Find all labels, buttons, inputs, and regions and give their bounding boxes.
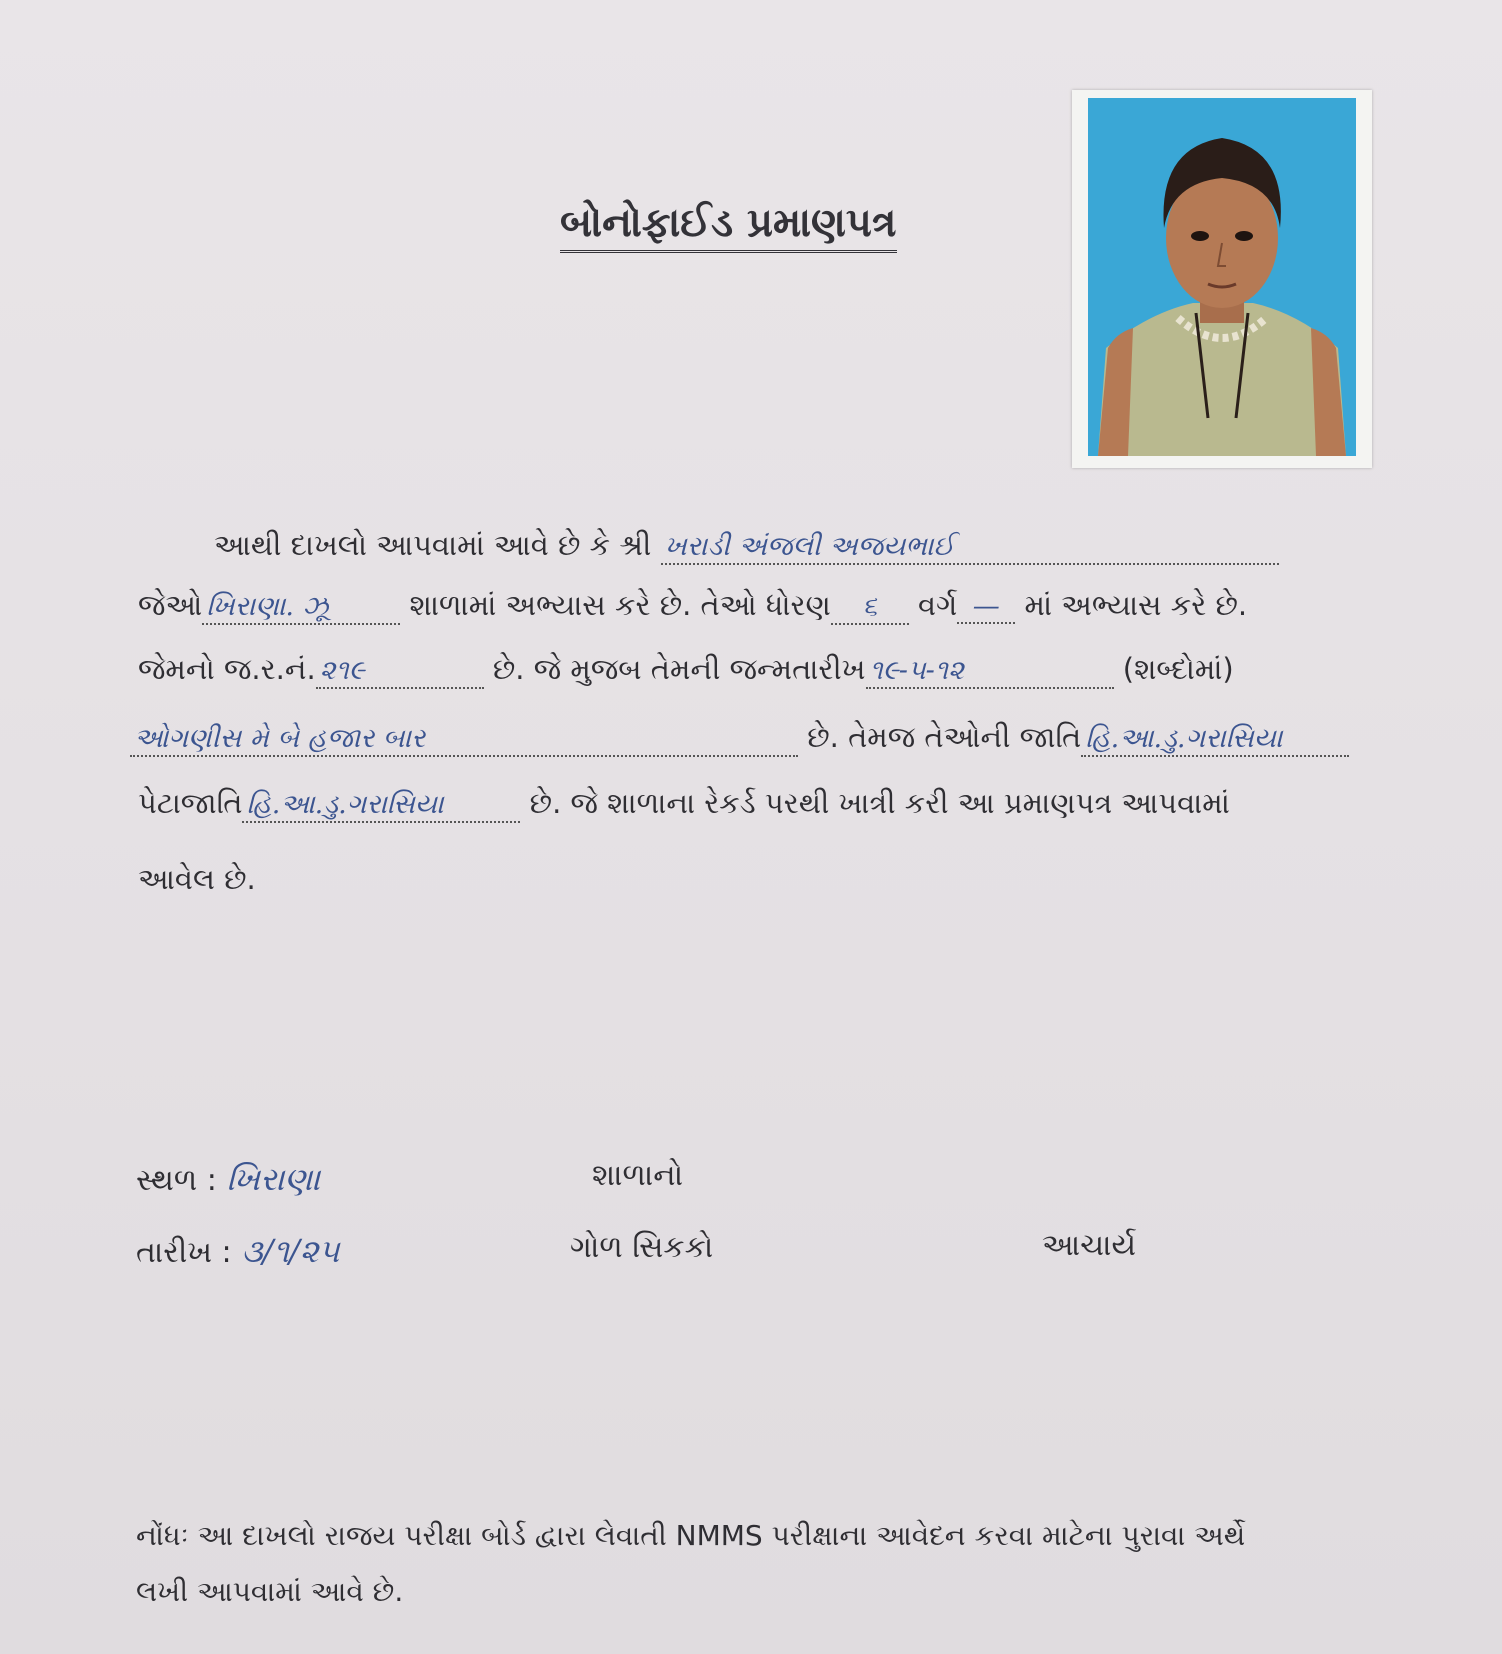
date-field [136, 1232, 340, 1271]
principal-label: આચાર્ય [1042, 1228, 1137, 1263]
line3-suffix: (શબ્દોમાં) [1122, 652, 1234, 686]
place-field [136, 1160, 320, 1199]
school-name: ખિરાણા. ઝૂ [202, 591, 400, 625]
line2-mid2: વર્ગ [918, 588, 958, 622]
register-number: ૨૧૯ [316, 655, 484, 689]
certificate-line-5 [138, 786, 1428, 823]
certificate-title: બોનોફાઈડ પ્રમાણપત્ર [560, 200, 897, 253]
line5-prefix: પેટાજાતિ [138, 786, 243, 820]
line2-mid: શાળામાં અભ્યાસ કરે છે. તેઓ ધોરણ [409, 588, 831, 622]
standard-value: ૬ [831, 591, 909, 625]
line2-suffix: માં અભ્યાસ કરે છે. [1024, 588, 1248, 622]
seal-label-line2: ગોળ સિકકો [570, 1230, 714, 1265]
place-value: ખિરાણા [226, 1160, 321, 1198]
student-name: ખરાડી અંજલી અજયભાઈ [661, 531, 1279, 565]
line6-text: આવેલ છે. [138, 862, 256, 896]
line5-suffix: છે. જે શાળાના રેકર્ડ પરથી ખાત્રી કરી આ પ્રમાણપત્ર આપવામાં [529, 786, 1230, 820]
seal-label-line1: શાળાનો [592, 1158, 684, 1193]
line1-text: આથી દાખલો આપવામાં આવે છે કે શ્રી [214, 528, 652, 562]
dob-in-words: ઓગણીસ મે બે હજાર બાર [130, 723, 798, 757]
line3-prefix: જેમનો જ.ર.નં. [138, 652, 316, 686]
line2-prefix: જેઓ [138, 588, 203, 622]
line3-mid: છે. જે મુજબ તેમની જન્મતારીખ [492, 652, 866, 686]
certificate-line-1 [138, 528, 1428, 565]
student-photo [1072, 90, 1372, 468]
footnote: નોંધઃ આ દાખલો રાજય પરીક્ષા બોર્ડ દ્વારા લેવાતી NMMS પરીક્ષાના આવેદન કરવા માટેના પુરાવા અર્થે લખી આપવામાં આવે છે. [136, 1519, 1246, 1608]
certificate-line-2 [138, 588, 1428, 625]
subcaste-value: હિ.આ.ડુ.ગરાસિયા [242, 789, 520, 823]
line4-mid: છે. તેમજ તેઓની જાતિ [807, 720, 1082, 754]
date-of-birth: ૧૯-૫-૧૨ [866, 655, 1114, 689]
caste-value: હિ.આ.ડુ.ગરાસિયા [1081, 723, 1349, 757]
place-label: સ્થળ : [136, 1163, 217, 1198]
date-value: ૩/૧/૨૫ [241, 1232, 340, 1270]
certificate-line-3 [138, 652, 1428, 689]
date-label: તારીખ : [136, 1235, 232, 1270]
certificate-line-6 [138, 862, 1428, 897]
class-value: — [957, 591, 1015, 624]
certificate-line-4 [130, 720, 1420, 757]
student-photo-image [1088, 98, 1356, 456]
